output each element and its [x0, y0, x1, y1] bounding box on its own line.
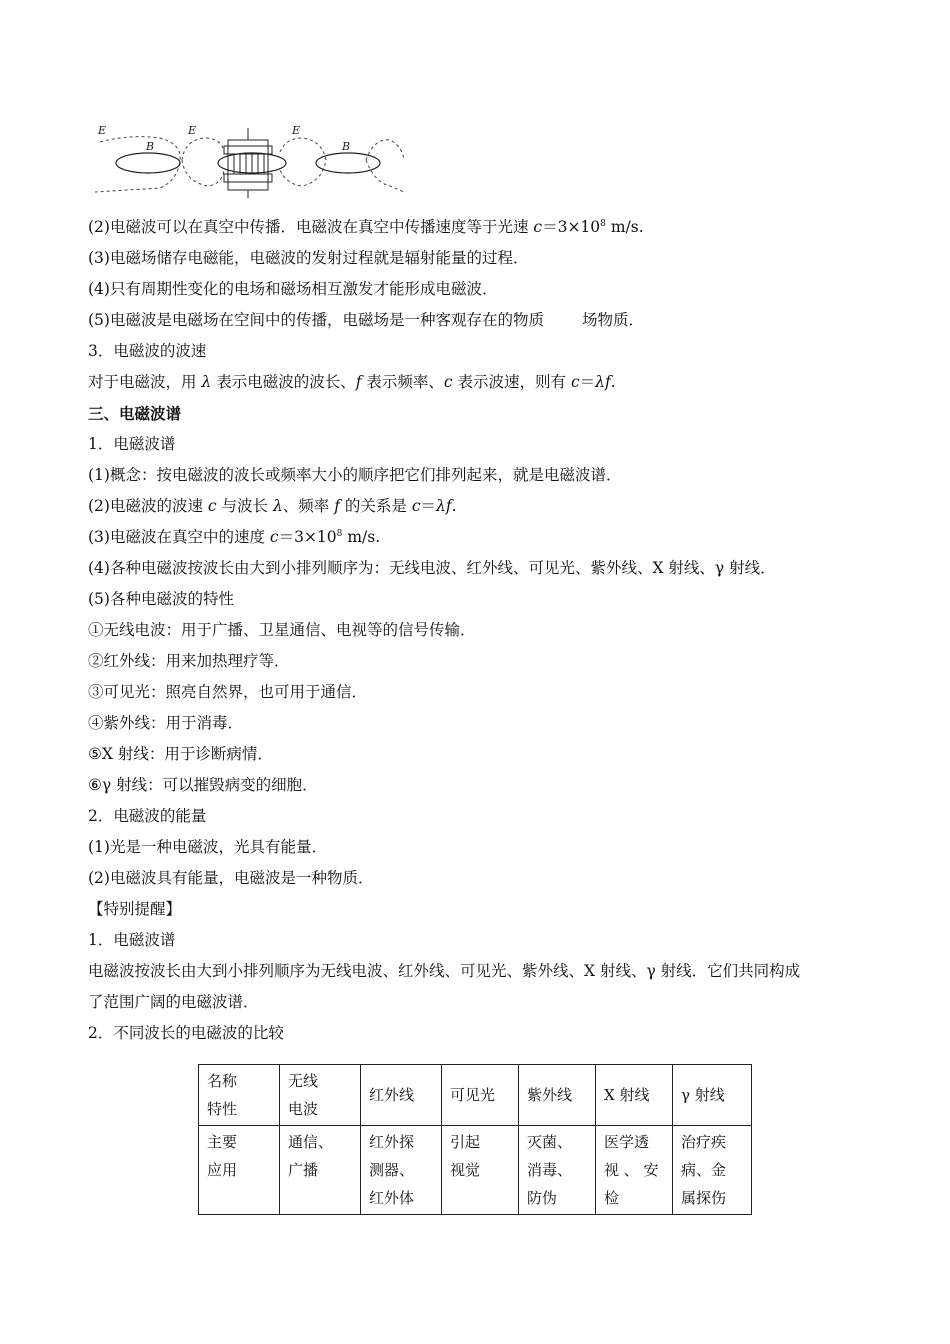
table-cell: 紫外线	[519, 1065, 596, 1126]
comparison-table	[198, 1064, 752, 1215]
text-line: ③可见光：照亮自然界，也可用于通信．	[88, 683, 368, 701]
table-cell: 通信、 广播	[280, 1126, 361, 1215]
text-line: (1)光是一种电磁波，光具有能量．	[88, 838, 327, 856]
text-line: 1．电磁波谱	[88, 435, 176, 453]
text-line: (2)电磁波具有能量，电磁波是一种物质．	[88, 869, 374, 887]
e-field-loop	[95, 137, 180, 192]
label-b: B	[342, 140, 351, 153]
section-heading: 三、电磁波谱	[88, 404, 182, 423]
table-cell: γ 射线	[673, 1065, 752, 1126]
text-line: (4)各种电磁波按波长由大到小排列顺序为：无线电波、红外线、可见光、紫外线、X 射线、γ 射线．	[88, 559, 776, 577]
table-cell: 灭菌、 消毒、 防伪	[519, 1126, 596, 1215]
table-cell: 主要 应用	[199, 1126, 280, 1215]
table-row	[199, 1126, 752, 1215]
e-field-loop	[366, 160, 404, 192]
text-line: (3)电磁场储存电磁能，电磁波的发射过程就是辐射能量的过程．	[88, 249, 529, 267]
b-field-ellipse	[116, 153, 180, 173]
text-line: 了范围广阔的电磁波谱．	[88, 993, 259, 1011]
b-field-ellipse	[316, 153, 380, 173]
text-line: ②红外线：用来加热理疗等．	[88, 652, 290, 670]
text-line: 2．不同波长的电磁波的比较	[88, 1024, 284, 1042]
text-line: ①无线电波：用于广播、卫星通信、电视等的信号传输．	[88, 621, 476, 639]
e-field-loop	[280, 138, 326, 186]
label-e: E	[98, 124, 107, 137]
text-line: ④紫外线：用于消毒．	[88, 714, 244, 732]
text-line: (3)电磁波在真空中的速度 $c=3\times 10^8$ m/s.	[88, 528, 381, 546]
text-line: 3．电磁波的波速	[88, 342, 207, 360]
table-cell: 无线 电波	[280, 1065, 361, 1126]
label-e: E	[292, 124, 301, 137]
text-line: (5)各种电磁波的特性	[88, 590, 234, 608]
text-line: 2．电磁波的能量	[88, 807, 207, 825]
text-line: (4)只有周期性变化的电场和磁场相互激发才能形成电磁波．	[88, 280, 498, 298]
text-line: 电磁波按波长由大到小排列顺序为无线电波、红外线、可见光、紫外线、X 射线、γ 射线．它们共同构成	[88, 962, 801, 980]
label-e: E	[188, 124, 197, 137]
table-cell: 引起 视觉	[442, 1126, 519, 1215]
em-wave-figure	[90, 120, 410, 198]
table-cell: 治疗疾 病、金 属探伤	[673, 1126, 752, 1215]
text-line: ⑥γ 射线：可以摧毁病变的细胞．	[88, 776, 318, 794]
e-field-loop	[366, 140, 404, 160]
table-cell: 名称 特性	[199, 1065, 280, 1126]
table-cell: 可见光	[442, 1065, 519, 1126]
e-field-loop	[182, 138, 224, 160]
body-text	[88, 212, 878, 1049]
table-cell: 红外线	[361, 1065, 442, 1126]
text-line: 1．电磁波谱	[88, 931, 176, 949]
table-header-row	[199, 1065, 752, 1126]
text-line: ⑤X 射线：用于诊断病情．	[88, 745, 273, 763]
text-line: (2)电磁波可以在真空中传播．电磁波在真空中传播速度等于光速 $c=3\times 10^8$ m/s.	[88, 218, 644, 236]
table-cell: 医学透 视 、 安 检	[596, 1126, 673, 1215]
antenna-coil	[224, 128, 272, 198]
text-line: (1)概念：按电磁波的波长或频率大小的顺序把它们排列起来，就是电磁波谱．	[88, 466, 622, 484]
text-line: (2)电磁波的波速 c 与波长 λ、频率 f 的关系是 c＝λf.	[88, 497, 457, 515]
table-cell: X 射线	[596, 1065, 673, 1126]
text-line: (5)电磁波是电磁场在空间中的传播，电磁场是一种客观存在的物质 场物质．	[88, 311, 644, 329]
table-cell: 红外探 测器、 红外体	[361, 1126, 442, 1215]
text-line: 对于电磁波，用 λ 表示电磁波的波长、f 表示频率、c 表示波速，则有 c＝λf.	[88, 373, 616, 391]
note-heading: 【特别提醒】	[88, 900, 182, 918]
label-b: B	[146, 140, 155, 153]
